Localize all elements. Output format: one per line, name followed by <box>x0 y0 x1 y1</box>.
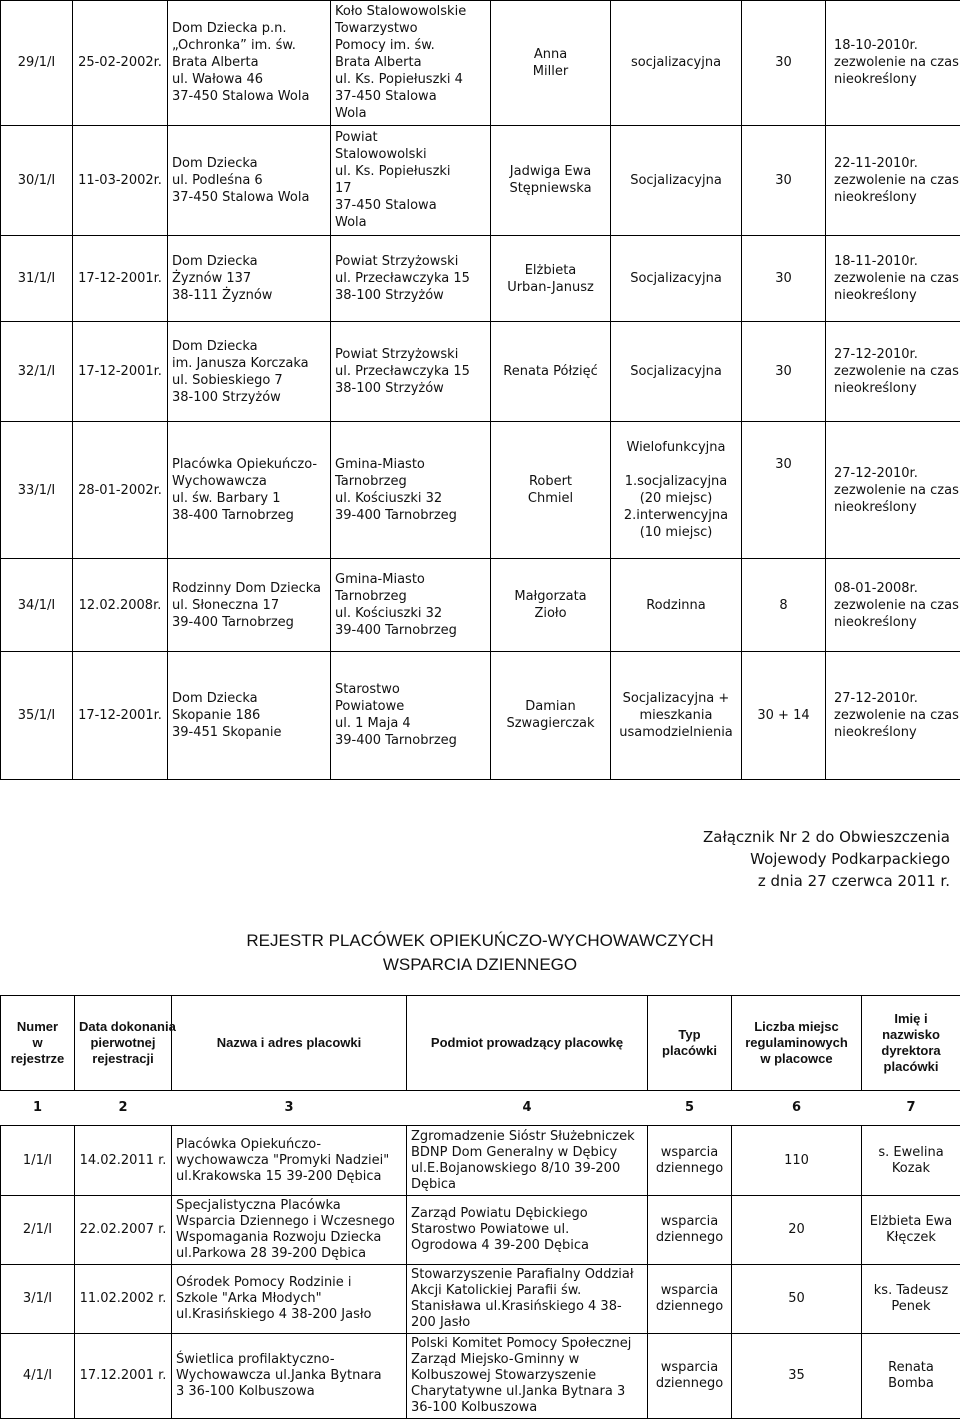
registration-date: 22.02.2007 r. <box>75 1196 172 1265</box>
register-number: 31/1/I <box>1 235 73 322</box>
facility-type <box>648 1196 732 1265</box>
operating-entity-line: BDNP Dom Generalny w Dębicy <box>411 1145 643 1161</box>
operating-entity-line: Zarząd Powiatu Dębickiego <box>411 1206 643 1222</box>
places-count <box>742 322 826 422</box>
decision-date-line: 18-11-2010r. <box>834 253 956 270</box>
decision-date <box>826 651 960 779</box>
facility-name-address <box>168 322 331 422</box>
facility-type-line: (10 miejsc) <box>615 524 737 541</box>
column-header-line: regulaminowych <box>736 1035 857 1051</box>
decision-date-line: 08-01-2008r. <box>834 580 956 597</box>
column-header <box>732 996 862 1091</box>
places-count-line: 30 <box>746 54 821 71</box>
registration-date: 11.02.2002 r. <box>75 1265 172 1334</box>
director-name <box>491 235 611 322</box>
places-count <box>742 125 826 235</box>
facility-name-address-line: Dom Dziecka <box>172 690 326 707</box>
facility-name-address-line: Placówka Opiekuńczo- <box>176 1137 402 1153</box>
decision-date-line: zezwolenie na czas <box>834 707 956 724</box>
operating-entity-line: Stanisława ul.Krasińskiego 4 38- <box>411 1299 643 1315</box>
operating-entity-line: Kolbuszowej Stowarzyszenie <box>411 1368 643 1384</box>
operating-entity <box>407 1334 648 1419</box>
register-number: 34/1/I <box>1 559 73 652</box>
facility-name-address <box>168 422 331 559</box>
director-name <box>491 125 611 235</box>
registration-date: 14.02.2011 r. <box>75 1126 172 1196</box>
facility-name-address-line: Dom Dziecka p.n. <box>172 20 326 37</box>
register-number: 3/1/I <box>1 1265 75 1334</box>
column-number: 1 <box>1 1091 75 1126</box>
places-count <box>742 235 826 322</box>
operating-entity-line: ul. Kościuszki 32 <box>335 490 486 507</box>
column-header-line: Nazwa i adres placowki <box>176 1035 402 1051</box>
column-header-line: placówki <box>866 1059 956 1075</box>
director-name-line: ks. Tadeusz <box>866 1283 956 1299</box>
decision-date-line: nieokreślony <box>834 614 956 631</box>
decision-date <box>826 559 960 652</box>
facility-type-line: Wielofunkcyjna <box>615 439 737 456</box>
operating-entity-line: Zarząd Miejsko-Gminny w <box>411 1352 643 1368</box>
column-header <box>1 996 75 1091</box>
operating-entity-line: Dębica <box>411 1177 643 1193</box>
operating-entity <box>331 651 491 779</box>
operating-entity-line: ul. Ks. Popiełuszki 4 <box>335 71 486 88</box>
facility-type-line: usamodzielnienia <box>615 724 737 741</box>
facility-type <box>611 322 742 422</box>
operating-entity-line: Polski Komitet Pomocy Społecznej <box>411 1336 643 1352</box>
facility-type-line: dziennego <box>652 1376 727 1392</box>
column-header-line: nazwisko <box>866 1027 956 1043</box>
facility-type-line: (20 miejsc) <box>615 490 737 507</box>
director-name <box>491 422 611 559</box>
operating-entity <box>331 422 491 559</box>
facility-name-address <box>172 1265 407 1334</box>
facility-type <box>611 651 742 779</box>
facility-name-address-line: Dom Dziecka <box>172 155 326 172</box>
table-row <box>1 1126 960 1196</box>
facility-name-address-line: ul. św. Barbary 1 <box>172 490 326 507</box>
decision-date-line: 18-10-2010r. <box>834 37 956 54</box>
column-header-line: pierwotnej <box>79 1035 167 1051</box>
facility-name-address <box>172 1334 407 1419</box>
operating-entity-line: Powiat Strzyżowski <box>335 253 486 270</box>
facility-name-address-line: ul. Słoneczna 17 <box>172 597 326 614</box>
column-header-line: Imię i <box>866 1011 956 1027</box>
column-number: 3 <box>172 1091 407 1126</box>
table-row <box>1 422 960 559</box>
register-number: 29/1/I <box>1 1 73 126</box>
decision-date-line: 27-12-2010r. <box>834 465 956 482</box>
director-name-line: Penek <box>866 1299 956 1315</box>
director-name-line: Robert <box>495 473 606 490</box>
table-row <box>1 322 960 422</box>
director-name-line: Jadwiga Ewa <box>495 163 606 180</box>
decision-date-line: nieokreślony <box>834 189 956 206</box>
facility-name-address-line: ul. Sobieskiego 7 <box>172 372 326 389</box>
column-number: 2 <box>75 1091 172 1126</box>
operating-entity-line: Stowarzyszenie Parafialny Oddział <box>411 1267 643 1283</box>
facility-type-line: dziennego <box>652 1230 727 1246</box>
column-header <box>648 996 732 1091</box>
facility-name-address-line: Placówka Opiekuńczo- <box>172 456 326 473</box>
facility-type-line: Socjalizacyjna <box>615 363 737 380</box>
facility-name-address-line: Wychowawcza ul.Janka Bytnara <box>176 1368 402 1384</box>
places-count-line: 30 <box>746 172 821 189</box>
director-name-line: Stępniewska <box>495 180 606 197</box>
column-header-line: Numer <box>5 1019 70 1035</box>
operating-entity-line: ul. Kościuszki 32 <box>335 605 486 622</box>
registration-date: 17.12.2001 r. <box>75 1334 172 1419</box>
column-header-line: rejestracji <box>79 1051 167 1067</box>
facility-name-address-line: Wspomagania Rozwoju Dziecka <box>176 1230 402 1246</box>
facility-type-line: socjalizacyjna <box>615 54 737 71</box>
decision-date-line: zezwolenie na czas <box>834 482 956 499</box>
facility-name-address-line: ul.Krasińskiego 4 38-200 Jasło <box>176 1307 402 1323</box>
facility-type <box>611 559 742 652</box>
register-number: 30/1/I <box>1 125 73 235</box>
table-row <box>1 1265 960 1334</box>
column-header <box>862 996 960 1091</box>
decision-date-line: 27-12-2010r. <box>834 690 956 707</box>
places-count <box>742 651 826 779</box>
director-name <box>491 1 611 126</box>
register-title-line: WSPARCIA DZIENNEGO <box>0 953 960 977</box>
lower-register-table <box>0 995 960 1419</box>
operating-entity-line: 39-400 Tarnobrzeg <box>335 507 486 524</box>
director-name <box>862 1196 960 1265</box>
facility-type <box>611 125 742 235</box>
operating-entity-line: Starostwo <box>335 681 486 698</box>
annex-line: Wojewody Podkarpackiego <box>703 848 950 870</box>
decision-date-line: nieokreślony <box>834 380 956 397</box>
places-count-line: 30 <box>746 363 821 380</box>
decision-date-line: nieokreślony <box>834 724 956 741</box>
column-number: 5 <box>648 1091 732 1126</box>
facility-name-address-line: Specjalistyczna Placówka <box>176 1198 402 1214</box>
director-name-line: Zioło <box>495 605 606 622</box>
operating-entity-line: Koło Stalowowolskie <box>335 3 486 20</box>
facility-type <box>611 422 742 559</box>
table-row <box>1 235 960 322</box>
table-row <box>1 651 960 779</box>
operating-entity-line: 200 Jasło <box>411 1315 643 1331</box>
operating-entity-line: ul. 1 Maja 4 <box>335 715 486 732</box>
operating-entity-line: Powiat <box>335 129 486 146</box>
operating-entity-line: Ogrodowa 4 39-200 Dębica <box>411 1238 643 1254</box>
director-name <box>491 322 611 422</box>
decision-date-line: nieokreślony <box>834 71 956 88</box>
facility-type-line: wsparcia <box>652 1145 727 1161</box>
decision-date <box>826 125 960 235</box>
column-number: 6 <box>732 1091 862 1126</box>
facility-name-address-line: Szkole "Arka Młodych" <box>176 1291 402 1307</box>
column-header <box>407 996 648 1091</box>
column-header-line: Podmiot prowadzący placowkę <box>411 1035 643 1051</box>
column-header-line: Typ <box>652 1027 727 1043</box>
facility-name-address-line: „Ochronka” im. św. <box>172 37 326 54</box>
director-name <box>491 651 611 779</box>
decision-date-line: 22-11-2010r. <box>834 155 956 172</box>
director-name <box>862 1126 960 1196</box>
operating-entity-line: Wola <box>335 214 486 231</box>
operating-entity-line: 39-400 Tarnobrzeg <box>335 732 486 749</box>
facility-name-address-line: ul. Podleśna 6 <box>172 172 326 189</box>
facility-type <box>611 1 742 126</box>
director-name-line: Chmiel <box>495 490 606 507</box>
places-count: 110 <box>732 1126 862 1196</box>
director-name-line: Elżbieta <box>495 262 606 279</box>
decision-date-line: 27-12-2010r. <box>834 346 956 363</box>
places-count: 20 <box>732 1196 862 1265</box>
places-count <box>742 559 826 652</box>
facility-type <box>648 1334 732 1419</box>
facility-type <box>648 1126 732 1196</box>
decision-date-line: zezwolenie na czas <box>834 363 956 380</box>
operating-entity-line: Pomocy im. św. <box>335 37 486 54</box>
registration-date: 28-01-2002r. <box>73 422 168 559</box>
annex-line: Załącznik Nr 2 do Obwieszczenia <box>703 826 950 848</box>
facility-name-address-line: Ośrodek Pomocy Rodzinie i <box>176 1275 402 1291</box>
facility-name-address-line: ul. Wałowa 46 <box>172 71 326 88</box>
facility-type-line <box>615 456 737 473</box>
places-count-line: 30 <box>746 456 821 473</box>
facility-name-address-line: Wsparcia Dziennego i Wczesnego <box>176 1214 402 1230</box>
column-number: 7 <box>862 1091 960 1126</box>
facility-name-address-line: Wychowawcza <box>172 473 326 490</box>
facility-name-address <box>168 125 331 235</box>
facility-name-address <box>172 1196 407 1265</box>
operating-entity-line: ul. Przecławczyka 15 <box>335 270 486 287</box>
register-number: 1/1/I <box>1 1126 75 1196</box>
places-count-line <box>746 490 821 507</box>
table-row <box>1 125 960 235</box>
facility-type-line: Rodzinna <box>615 597 737 614</box>
register-title-line: REJESTR PLACÓWEK OPIEKUŃCZO-WYCHOWAWCZYCH <box>0 929 960 953</box>
facility-name-address <box>168 559 331 652</box>
facility-type-line: 2.interwencyjna <box>615 507 737 524</box>
places-count-line <box>746 473 821 490</box>
operating-entity <box>407 1196 648 1265</box>
column-header-line: Data dokonania <box>79 1019 167 1035</box>
facility-name-address-line: 37-450 Stalowa Wola <box>172 88 326 105</box>
facility-name-address-line: im. Janusza Korczaka <box>172 355 326 372</box>
facility-type-line: Socjalizacyjna + <box>615 690 737 707</box>
decision-date <box>826 1 960 126</box>
decision-date-line: zezwolenie na czas <box>834 597 956 614</box>
decision-date-line: zezwolenie na czas <box>834 172 956 189</box>
facility-type-line: Socjalizacyjna <box>615 270 737 287</box>
column-header <box>172 996 407 1091</box>
decision-date <box>826 235 960 322</box>
director-name-line: Kozak <box>866 1161 956 1177</box>
facility-type-line: wsparcia <box>652 1283 727 1299</box>
operating-entity-line: Powiatowe <box>335 698 486 715</box>
operating-entity-line: Gmina-Miasto <box>335 456 486 473</box>
operating-entity-line: ul. Przecławczyka 15 <box>335 363 486 380</box>
operating-entity-line: 37-450 Stalowa <box>335 88 486 105</box>
facility-type-line: wsparcia <box>652 1214 727 1230</box>
operating-entity-line: Brata Alberta <box>335 54 486 71</box>
decision-date-line: zezwolenie na czas <box>834 270 956 287</box>
director-name-line: Urban-Janusz <box>495 279 606 296</box>
register-number: 35/1/I <box>1 651 73 779</box>
facility-name-address <box>168 1 331 126</box>
registration-date: 25-02-2002r. <box>73 1 168 126</box>
operating-entity-line: Zgromadzenie Sióstr Służebniczek <box>411 1129 643 1145</box>
operating-entity-line: Stalowowolski <box>335 146 486 163</box>
facility-type <box>648 1265 732 1334</box>
facility-name-address-line: 38-111 Żyznów <box>172 287 326 304</box>
director-name-line: Małgorzata <box>495 588 606 605</box>
register-title <box>0 929 960 977</box>
operating-entity-line: Tarnobrzeg <box>335 588 486 605</box>
registration-date: 17-12-2001r. <box>73 651 168 779</box>
registration-date: 17-12-2001r. <box>73 322 168 422</box>
operating-entity-line: Akcji Katolickiej Parafii św. <box>411 1283 643 1299</box>
operating-entity <box>331 235 491 322</box>
places-count <box>742 422 826 559</box>
operating-entity <box>331 559 491 652</box>
operating-entity-line: 17 <box>335 180 486 197</box>
facility-name-address <box>172 1126 407 1196</box>
director-name-line: Damian <box>495 698 606 715</box>
facility-name-address-line: 3 36-100 Kolbuszowa <box>176 1384 402 1400</box>
facility-name-address-line: Dom Dziecka <box>172 338 326 355</box>
decision-date-line: zezwolenie na czas <box>834 54 956 71</box>
column-header-line: Liczba miejsc <box>736 1019 857 1035</box>
operating-entity-line: ul. Ks. Popiełuszki <box>335 163 486 180</box>
table-row <box>1 1196 960 1265</box>
operating-entity-line: Wola <box>335 105 486 122</box>
register-number: 2/1/I <box>1 1196 75 1265</box>
operating-entity-line: Charytatywne ul.Janka Bytnara 3 <box>411 1384 643 1400</box>
director-name-line: Miller <box>495 63 606 80</box>
facility-type-line: mieszkania <box>615 707 737 724</box>
director-name-line: Anna <box>495 46 606 63</box>
places-count-line: 30 + 14 <box>746 707 821 724</box>
facility-type-line: dziennego <box>652 1161 727 1177</box>
registration-date: 17-12-2001r. <box>73 235 168 322</box>
director-name <box>862 1265 960 1334</box>
operating-entity <box>331 1 491 126</box>
operating-entity-line: Towarzystwo <box>335 20 486 37</box>
column-header-line: w <box>5 1035 70 1051</box>
places-count: 35 <box>732 1334 862 1419</box>
operating-entity-line: 38-100 Strzyżów <box>335 287 486 304</box>
operating-entity-line: Gmina-Miasto <box>335 571 486 588</box>
operating-entity <box>331 125 491 235</box>
director-name-line: Kłęczek <box>866 1230 956 1246</box>
places-count <box>742 1 826 126</box>
facility-name-address-line: Świetlica profilaktyczno- <box>176 1352 402 1368</box>
operating-entity-line: ul.E.Bojanowskiego 8/10 39-200 <box>411 1161 643 1177</box>
decision-date-line: nieokreślony <box>834 499 956 516</box>
register-number: 4/1/I <box>1 1334 75 1419</box>
register-number: 32/1/I <box>1 322 73 422</box>
facility-type <box>611 235 742 322</box>
facility-name-address-line: wychowawcza "Promyki Nadziei" <box>176 1153 402 1169</box>
table-row <box>1 559 960 652</box>
operating-entity-line: Tarnobrzeg <box>335 473 486 490</box>
registration-date: 11-03-2002r. <box>73 125 168 235</box>
operating-entity <box>407 1126 648 1196</box>
facility-type-line: 1.socjalizacyjna <box>615 473 737 490</box>
facility-name-address <box>168 651 331 779</box>
director-name-line: Elżbieta Ewa <box>866 1214 956 1230</box>
column-header-line: placówki <box>652 1043 727 1059</box>
decision-date <box>826 322 960 422</box>
registration-date: 12.02.2008r. <box>73 559 168 652</box>
director-name-line: Szwagierczak <box>495 715 606 732</box>
facility-name-address-line: 39-400 Tarnobrzeg <box>172 614 326 631</box>
annex-note <box>703 826 950 892</box>
facility-name-address-line: 37-450 Stalowa Wola <box>172 189 326 206</box>
places-count-line: 30 <box>746 270 821 287</box>
places-count: 50 <box>732 1265 862 1334</box>
facility-name-address-line: 39-451 Skopanie <box>172 724 326 741</box>
director-name <box>491 559 611 652</box>
column-header-line: dyrektora <box>866 1043 956 1059</box>
table-row <box>1 1 960 126</box>
decision-date-line: nieokreślony <box>834 287 956 304</box>
facility-name-address-line: Żyznów 137 <box>172 270 326 287</box>
header-row <box>1 996 960 1091</box>
places-count-line <box>746 507 821 524</box>
annex-line: z dnia 27 czerwca 2011 r. <box>703 870 950 892</box>
facility-name-address-line: 38-100 Strzyżów <box>172 389 326 406</box>
operating-entity <box>407 1265 648 1334</box>
column-number: 4 <box>407 1091 648 1126</box>
facility-type-line: Socjalizacyjna <box>615 172 737 189</box>
operating-entity-line: 39-400 Tarnobrzeg <box>335 622 486 639</box>
operating-entity-line: 36-100 Kolbuszowa <box>411 1400 643 1416</box>
director-name-line: Renata <box>866 1360 956 1376</box>
facility-name-address-line: Skopanie 186 <box>172 707 326 724</box>
column-header-line: w placowce <box>736 1051 857 1067</box>
decision-date <box>826 422 960 559</box>
places-count-line: 8 <box>746 597 821 614</box>
operating-entity-line: 38-100 Strzyżów <box>335 380 486 397</box>
director-name-line: Renata Półzięć <box>495 363 606 380</box>
facility-name-address-line: Rodzinny Dom Dziecka <box>172 580 326 597</box>
facility-type-line: dziennego <box>652 1299 727 1315</box>
column-header <box>75 996 172 1091</box>
director-name-line: Bomba <box>866 1376 956 1392</box>
table-row <box>1 1334 960 1419</box>
facility-name-address-line: Brata Alberta <box>172 54 326 71</box>
facility-name-address-line: ul.Krakowska 15 39-200 Dębica <box>176 1169 402 1185</box>
facility-type-line: wsparcia <box>652 1360 727 1376</box>
facility-name-address <box>168 235 331 322</box>
operating-entity-line: Starostwo Powiatowe ul. <box>411 1222 643 1238</box>
operating-entity <box>331 322 491 422</box>
register-number: 33/1/I <box>1 422 73 559</box>
facility-name-address-line: 38-400 Tarnobrzeg <box>172 507 326 524</box>
director-name <box>862 1334 960 1419</box>
operating-entity-line: 37-450 Stalowa <box>335 197 486 214</box>
column-header-line: rejestrze <box>5 1051 70 1067</box>
facility-name-address-line: ul.Parkowa 28 39-200 Dębica <box>176 1246 402 1262</box>
facility-name-address-line: Dom Dziecka <box>172 253 326 270</box>
operating-entity-line: Powiat Strzyżowski <box>335 346 486 363</box>
column-number-row <box>1 1091 960 1126</box>
director-name-line: s. Ewelina <box>866 1145 956 1161</box>
